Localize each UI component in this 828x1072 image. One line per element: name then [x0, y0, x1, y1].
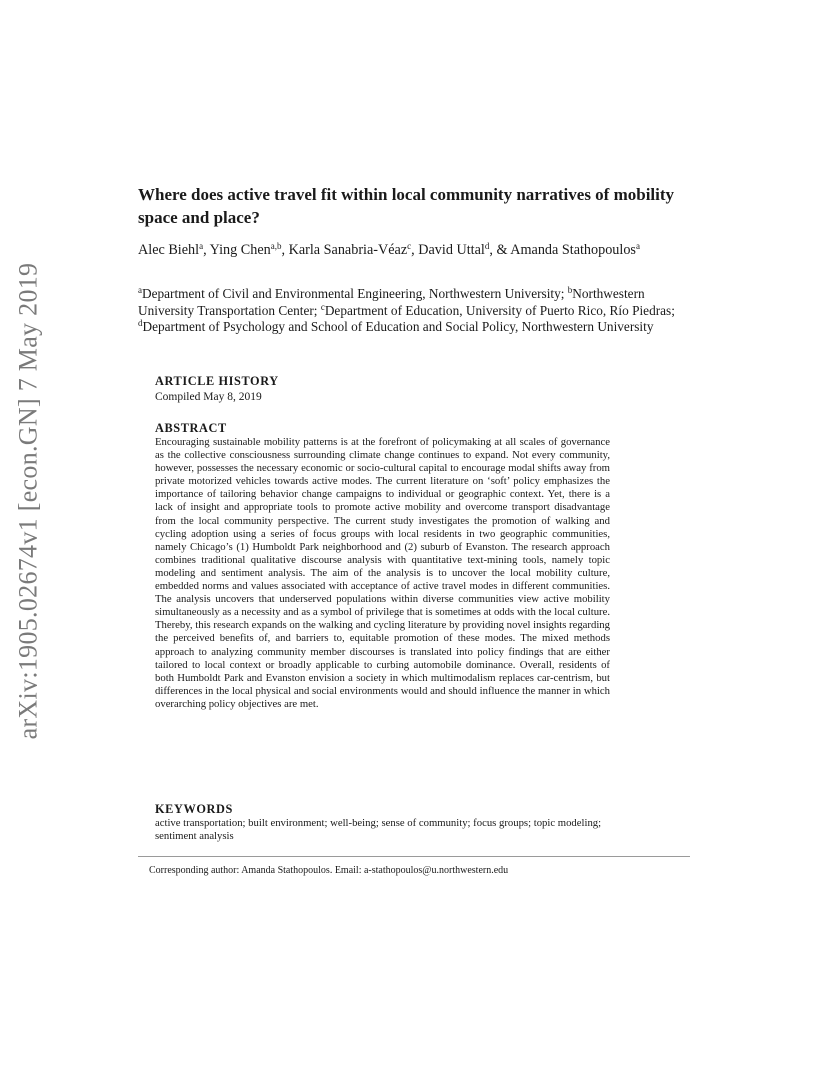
author-name: Amanda Stathopoulos [510, 242, 636, 258]
abstract-heading: ABSTRACT [155, 421, 227, 435]
author-affiliation-mark: d [484, 241, 490, 251]
author-affiliation-mark: a,b [270, 241, 282, 251]
author-name: Alec Biehl [138, 242, 200, 258]
corresponding-author-footnote: Corresponding author: Amanda Stathopoulos. Email: a-stathopoulos@u.northwestern.edu [149, 865, 509, 876]
article-history-heading: ARTICLE HISTORY [155, 374, 279, 388]
arxiv-identifier-text: arXiv:1905.02674v1 [econ.GN] 7 May 2019 [13, 262, 43, 740]
author-affiliation-mark: a [199, 241, 204, 251]
affiliation-text: Department of Psychology and School of Education and Social Policy, Northwestern University [142, 319, 654, 334]
keywords-text: active transportation; built environment; well-being; sense of community; focus groups; topic modeling; sentiment analysis [155, 817, 602, 843]
author-name: Karla Sanabria-Véaz [288, 242, 408, 258]
affiliation-mark: a [138, 285, 142, 295]
author-separator: , & [489, 242, 511, 258]
author-list [138, 241, 698, 260]
compiled-date: Compiled May 8, 2019 [155, 391, 262, 403]
affiliation-text: Department of Civil and Environmental Engineering, Northwestern University; [142, 286, 568, 301]
author-separator: , [411, 242, 419, 258]
author-name: David Uttal [418, 242, 485, 258]
footnote-divider [138, 856, 690, 857]
keywords-heading: KEYWORDS [155, 802, 233, 816]
author-separator: , [281, 242, 289, 258]
author-affiliation-mark: a [635, 241, 640, 251]
affiliation-mark: d [138, 318, 143, 328]
affiliation-mark: b [567, 285, 573, 295]
author-name: Ying Chen [209, 242, 271, 258]
author-affiliation-mark: c [407, 241, 412, 251]
abstract-text: Encouraging sustainable mobility patterns is at the forefront of policymaking at all scales of governance as the collective consciousness surrounding climate change continues to expand. Not every community, however, possesses the necessary economic or socio-cultural capital to encourage modal shifts away from private motorized vehicles towards active modes. The current literature on ‘soft’ policy emphasizes the importance of tailoring behavior change campaigns to individual or geographic context. Yet, there is a lack of insight and appropriate tools to promote active mobility and overcome transport disadvantage from the local community perspective. The current study investigates the promotion of walking and cycling adoption using a series of focus groups with local residents in two geographic communities, namely Chicago’s (1) Humboldt Park neighborhood and (2) suburb of Evanston. The research approach combines traditional qualitative discourse analysis with quantitative text-mining tools, namely topic modeling and sentiment analysis. The aim of the analysis is to uncover the local mobility culture, embedded norms and values associated with acceptance of active travel modes in different communities. The analysis uncovers that underserved populations within diverse communities view active mobility simultaneously as a necessity and as a symbol of privilege that is sometimes at odds with the local culture. Thereby, this research expands on the walking and cycling literature by providing novel insights regarding the perceived benefits of, and barriers to, equitable promotion of these modes. The mixed methods approach to analyzing community member discourses is translated into policy findings that are either tailored to local context or broadly applicable to curbing automobile dominance. Overall, residents of both Humboldt Park and Evanston envision a society in which multimodalism replaces car-centrism, but differences in the local physical and social environments would and should influence the manner in which overarching policy objectives are met. [155, 436, 611, 710]
author-separator: , [203, 242, 210, 258]
paper-title: Where does active travel fit within local community narratives of mobility space and place? [138, 185, 675, 227]
affiliation-list [138, 286, 683, 336]
affiliation-text: Northwestern University Transportation Center; [138, 286, 645, 318]
arxiv-identifier-sidebar [8, 262, 48, 740]
affiliation-text: Department of Education, University of Puerto Rico, Río Piedras; [324, 302, 675, 318]
affiliation-mark: c [320, 301, 325, 312]
